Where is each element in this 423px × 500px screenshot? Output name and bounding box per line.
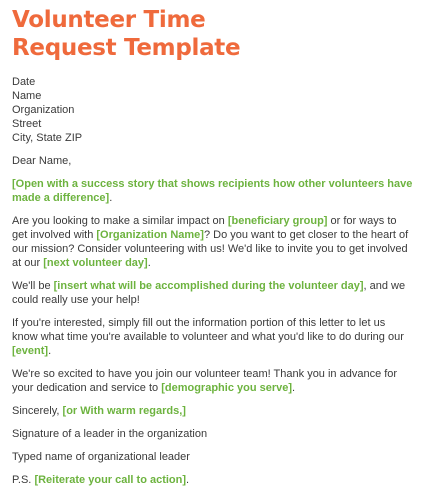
closing-text: Sincerely, [12,405,63,417]
p2-text-1: Are you looking to make a similar impact on [12,215,228,227]
paragraph-success-story [12,177,413,205]
address-name: Name [12,90,42,102]
signature-line: Signature of a leader in the organization [12,428,208,440]
title-line-1: Volunteer Time [12,7,206,33]
p2-text-2: or for ways to get involved with [12,215,397,241]
placeholder-demographic: [demographic you serve] [161,382,293,394]
paragraph-thanks [12,367,413,395]
title-line-2: Request Template [12,35,241,61]
ps-label: P.S. [12,474,35,486]
address-street: Street [12,118,42,130]
placeholder-next-volunteer-day: [next volunteer day] [43,257,148,269]
p3-text-1: We'll be [12,280,54,292]
closing [12,404,413,418]
p2-text-3: ? Do you want to get closer to the heart of our mission? Consider volunteering with us! We'd like to invite you to get involved at our [12,229,409,269]
placeholder-closing-alt: [or With warm regards,] [62,405,186,417]
p4-text-2: . [48,345,52,357]
address-block [12,75,413,145]
paragraph-accomplishment [12,279,413,307]
typed-name-line: Typed name of organizational leader [12,451,190,463]
placeholder-organization-name: [Organization Name] [96,229,204,241]
address-organization: Organization [12,104,75,116]
paragraph-invitation [12,214,413,270]
placeholder-call-to-action: [Reiterate your call to action] [34,474,187,486]
postscript [12,473,413,487]
address-city: City, State ZIP [12,132,83,144]
p5-text-1: We're so excited to have you join our volunteer team! Thank you in advance for your dedication and service to [12,368,398,394]
p5-text-2: . [292,382,296,394]
p2-text-4: . [147,257,151,269]
ps-end: . [186,474,190,486]
placeholder-success-story: [Open with a success story that shows recipients how other volunteers have made a difference] [12,178,413,204]
placeholder-accomplishment: [insert what will be accomplished during the volunteer day] [53,280,364,292]
p4-text-1: If you're interested, simply fill out the information portion of this letter to let us know what time you're available to volunteer and what you'd like to do during our [12,317,404,343]
p3-text-2: , and we could really use your help! [12,280,406,306]
placeholder-beneficiary-group: [beneficiary group] [227,215,328,227]
p1-end: . [109,192,113,204]
placeholder-event: [event] [12,345,49,357]
greeting: Dear Name, [12,155,72,167]
address-date: Date [12,76,36,88]
paragraph-availability [12,316,413,358]
page-title [12,6,413,62]
